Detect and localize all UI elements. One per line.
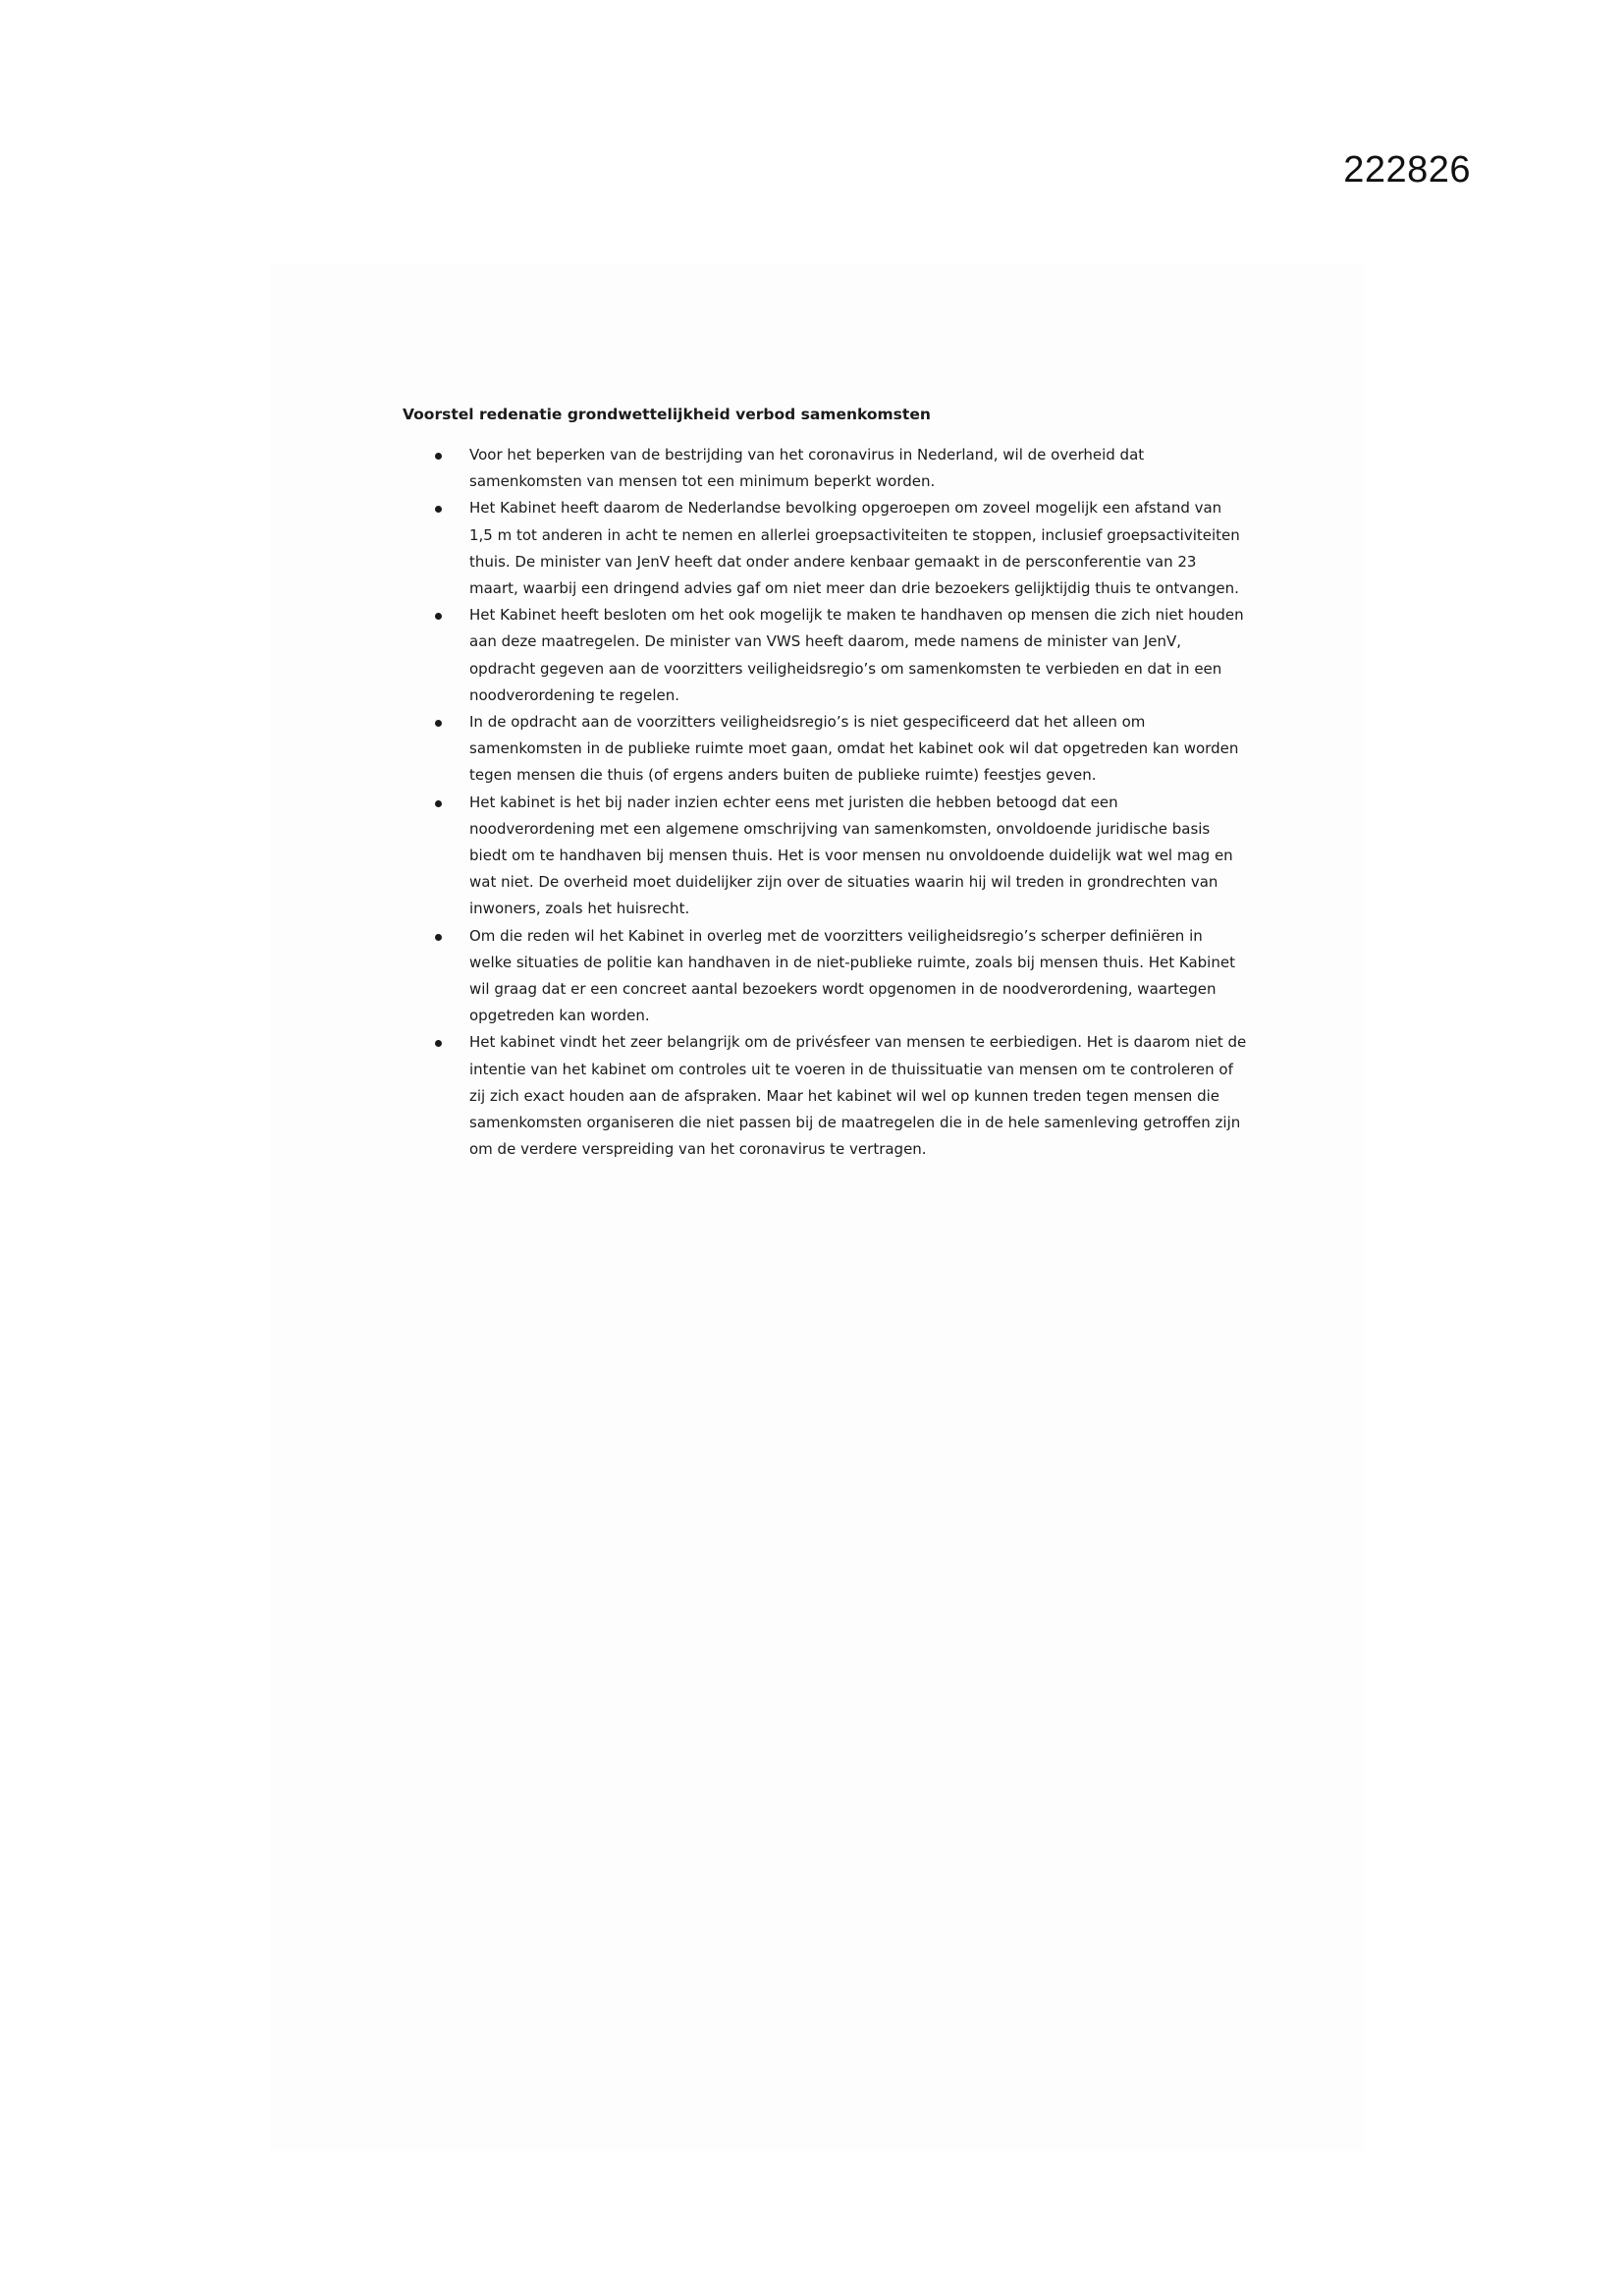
document-body — [403, 402, 1247, 1163]
list-item — [403, 923, 1247, 1030]
list-item-text: Het Kabinet heeft daarom de Nederlandse bevolking opgeroepen om zoveel mogelijk een afstand van 1,5 m tot anderen in acht te nemen en allerlei groepsactiviteiten te stoppen, inclusief groepsactiviteiten thuis. De minister van JenV heeft dat onder andere kenbaar gemaakt in de persconferentie van 23 maart, waarbij een dringend advies gaf om niet meer dan drie bezoekers gelijktijdig thuis te ontvangen. — [469, 499, 1240, 598]
bullet-icon — [435, 613, 442, 620]
list-item — [403, 495, 1247, 602]
bullet-icon — [435, 934, 442, 941]
list-item-text: Het kabinet vindt het zeer belangrijk om de privésfeer van mensen te eerbiedigen. Het is daarom niet de intentie van het kabinet om controles uit te voeren in de thuissituatie van mensen om te controleren of zij zich exact houden aan de afspraken. Maar het kabinet wil wel op kunnen treden tegen mensen die samenkomsten organiseren die niet passen bij de maatregelen die in de hele samenleving getroffen zijn om de verdere verspreiding van het coronavirus te vertragen. — [469, 1033, 1247, 1159]
list-item-text: Om die reden wil het Kabinet in overleg met de voorzitters veiligheidsregio’s scherper definiëren in welke situaties de politie kan handhaven in de niet-publieke ruimte, zoals bij mensen thuis. Het Kabinet wil graag dat er een concreet aantal bezoekers wordt opgenomen in de noodverordening, waartegen opgetreden kan worden. — [469, 926, 1235, 1025]
list-item — [403, 442, 1247, 495]
bullet-icon — [435, 720, 442, 727]
list-item-text: In de opdracht aan de voorzitters veiligheidsregio’s is niet gespecificeerd dat het alleen om samenkomsten in de publieke ruimte moet gaan, omdat het kabinet ook wil dat opgetreden kan worden tegen mensen die thuis (of ergens anders buiten de publieke ruimte) feestjes geven. — [469, 713, 1239, 785]
list-item-text: Voor het beperken van de bestrijding van het coronavirus in Nederland, wil de overheid dat samenkomsten van mensen tot een minimum beperkt worden. — [469, 446, 1145, 491]
document-title: Voorstel redenatie grondwettelijkheid verbod samenkomsten — [403, 406, 931, 423]
list-item — [403, 602, 1247, 709]
bullet-icon — [435, 800, 442, 807]
bullet-list — [403, 442, 1247, 1163]
list-item-text: Het kabinet is het bij nader inzien echter eens met juristen die hebben betoogd dat een noodverordening met een algemene omschrijving van samenkomsten, onvoldoende juridische basis biedt om te handhaven bij mensen thuis. Het is voor mensen nu onvoldoende duidelijk wat wel mag en wat niet. De overheid moet duidelijker zijn over de situaties waarin hij wil treden in grondrechten van inwoners, zoals het huisrecht. — [469, 793, 1233, 918]
document-number: 222826 — [1343, 149, 1471, 191]
bullet-icon — [435, 506, 442, 513]
bullet-icon — [435, 453, 442, 460]
list-item — [403, 1029, 1247, 1163]
bullet-icon — [435, 1040, 442, 1047]
list-item — [403, 709, 1247, 790]
list-item — [403, 790, 1247, 923]
list-item-text: Het Kabinet heeft besloten om het ook mogelijk te maken te handhaven op mensen die zich niet houden aan deze maatregelen. De minister van VWS heeft daarom, mede namens de minister van JenV, opdracht gegeven aan de voorzitters veiligheidsregio’s om samenkomsten te verbieden en dat in een noodverordening te regelen. — [469, 606, 1244, 704]
